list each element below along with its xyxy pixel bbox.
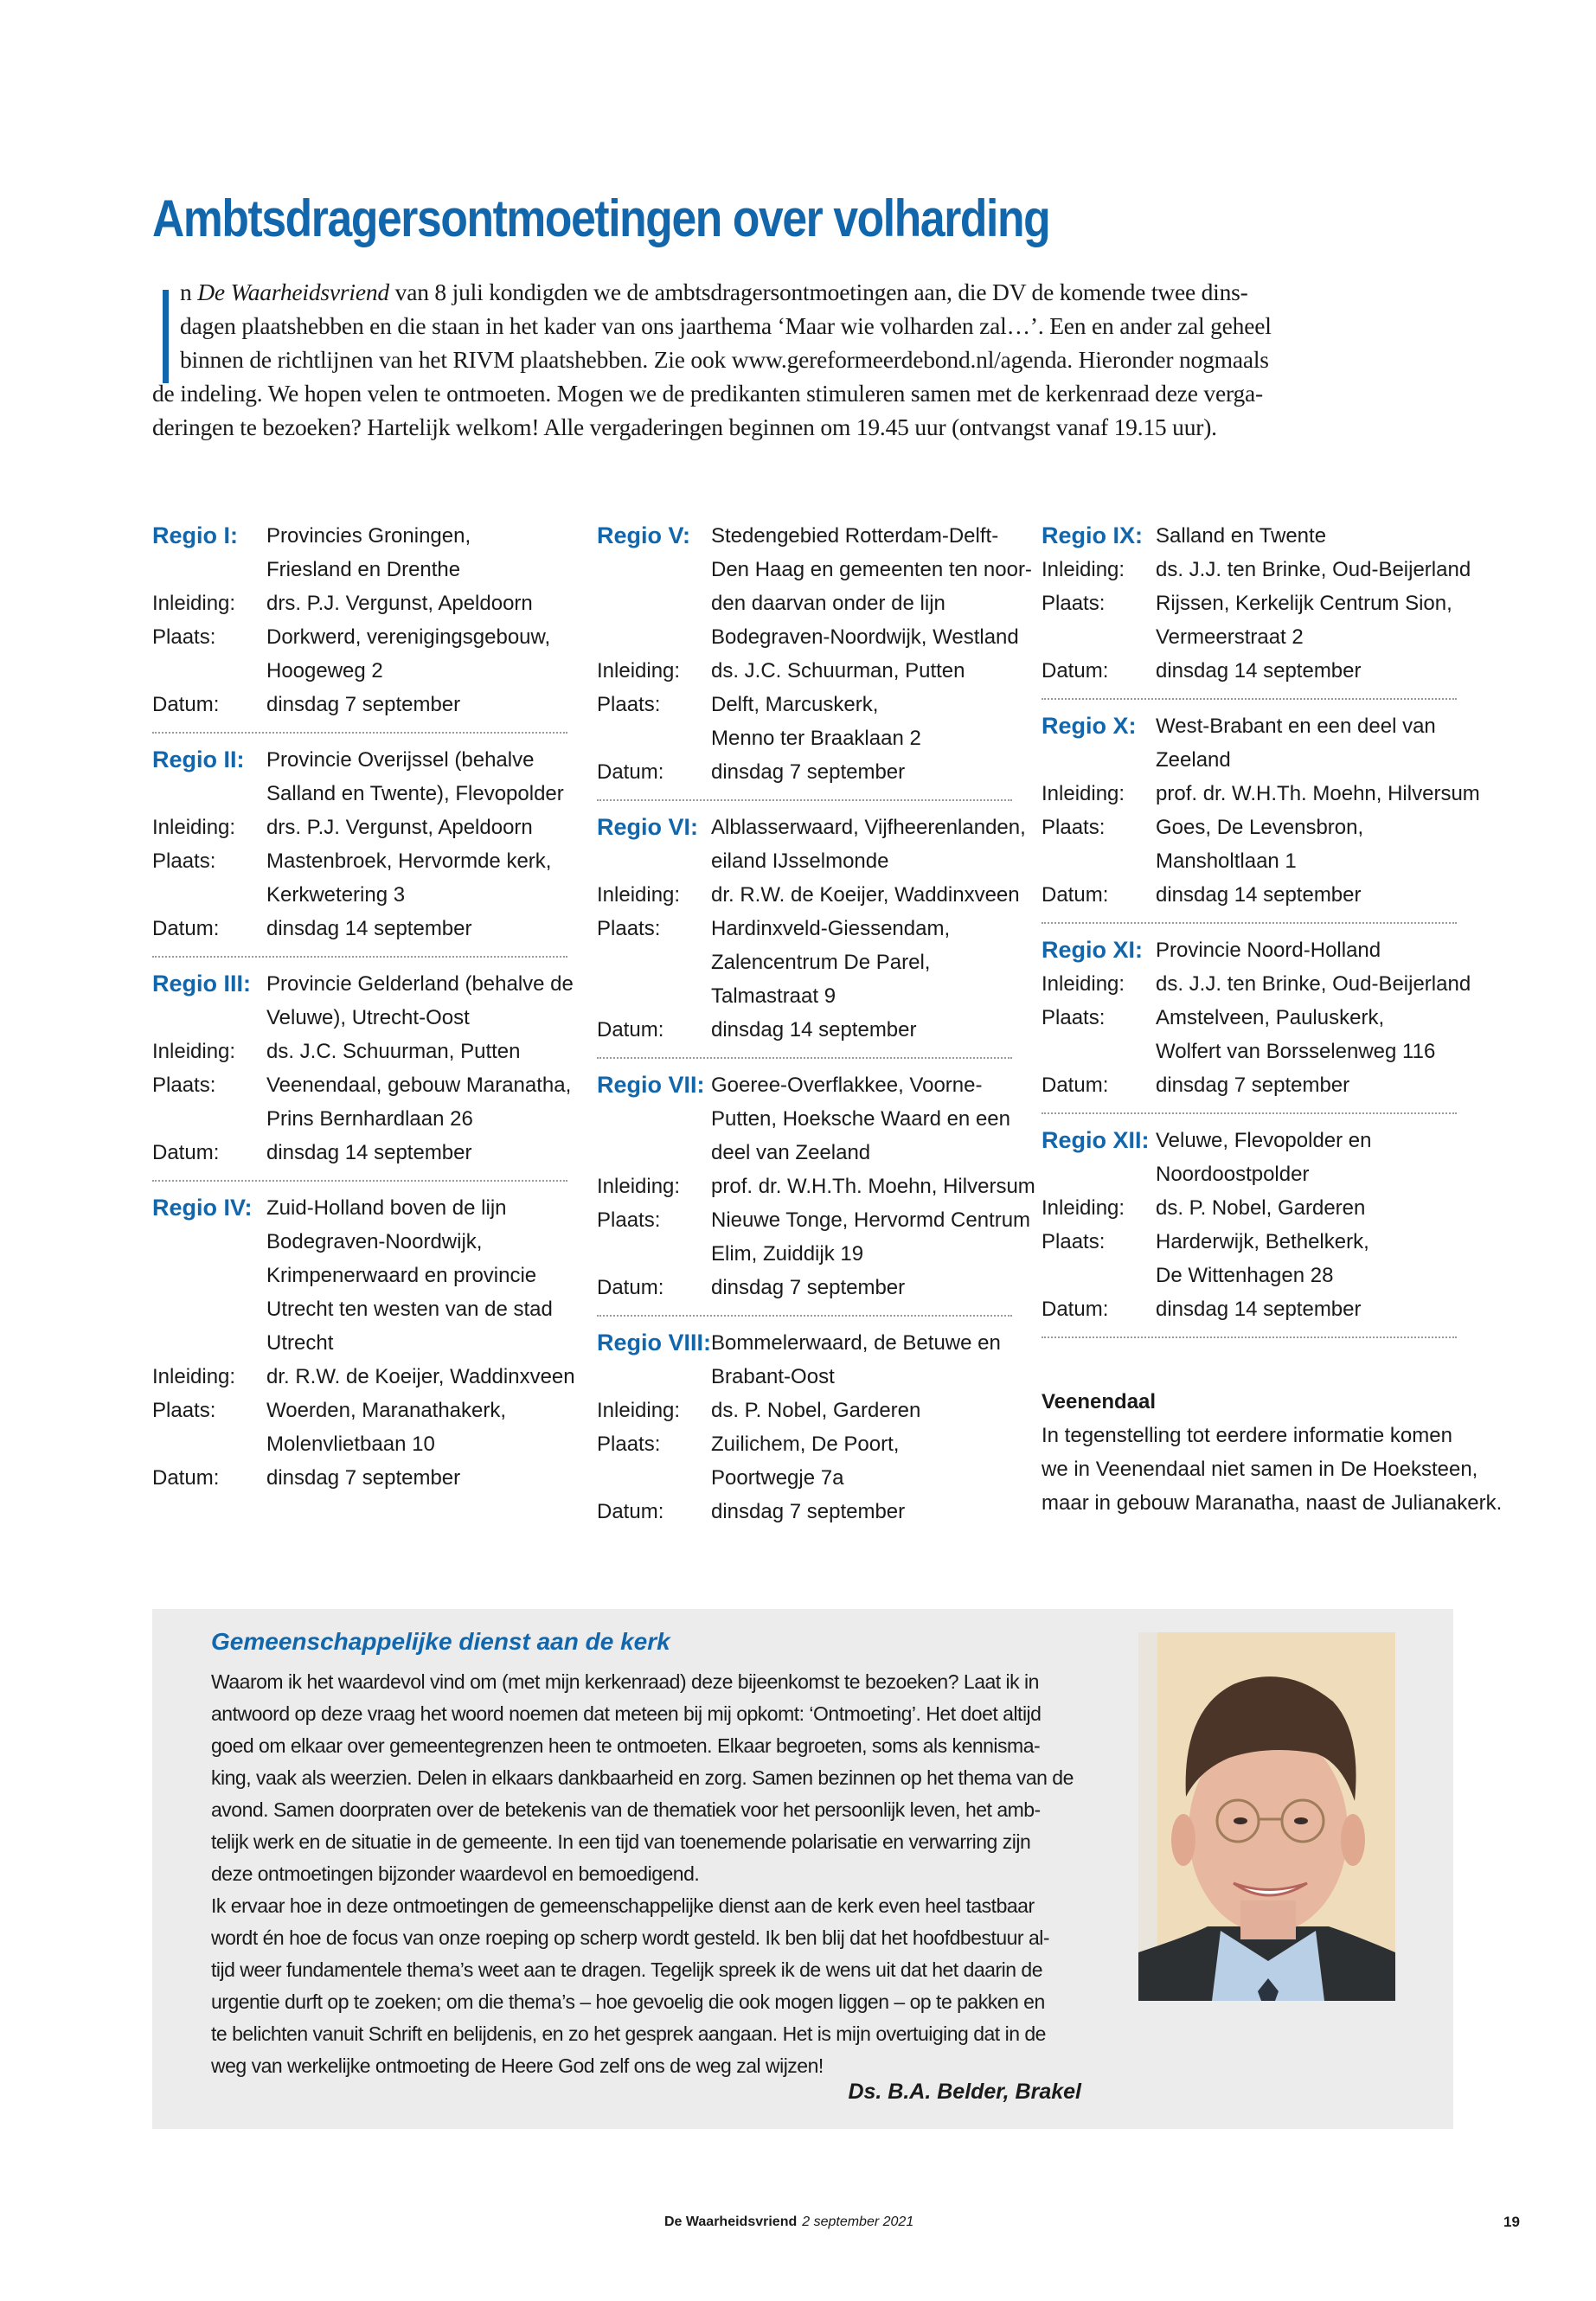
regio-area: [152, 519, 567, 586]
inleiding-label: Inleiding:: [597, 883, 681, 907]
plaats-label: Plaats:: [597, 693, 661, 716]
inleiding: [1042, 1191, 1457, 1225]
regio-area-label: Regio XI:: [1042, 937, 1144, 963]
footer-publication: [664, 2214, 913, 2230]
datum-value: [711, 755, 1012, 789]
datum-value: [711, 1271, 1012, 1304]
plaats-value: [711, 688, 1012, 755]
inleiding-value: [1156, 1191, 1457, 1225]
right-eye: [1294, 1817, 1308, 1824]
inleiding: [152, 1360, 575, 1394]
plaats-line: Talmastraat 9: [711, 984, 836, 1008]
column-1: [152, 519, 575, 1495]
regio-area-line: Salland en Twente), Flevopolder: [266, 782, 564, 805]
plaats-line: Nieuwe Tonge, Hervormd Centrum: [711, 1208, 1031, 1232]
plaats-label: Plaats:: [1042, 592, 1106, 615]
regio-area-line: Brabant-Oost: [711, 1365, 835, 1388]
quote-line: avond. Samen doorpraten over de betekenis van de thematiek voor het persoonlijk leven, het amb-: [211, 1798, 1041, 1821]
datum-label: Datum:: [1042, 1298, 1109, 1321]
quote-line: te belichten vanuit Schrift en belijdenis, en zo het gesprek aangaan. Het is mijn overtuiging dat in de: [211, 2022, 1046, 2045]
plaats: [597, 1427, 1012, 1495]
inleiding: [1042, 777, 1480, 811]
inleiding: [597, 1170, 1035, 1203]
inleiding-line: dr. R.W. de Koeijer, Waddinxveen: [711, 883, 1020, 907]
regio-area-line: Bodegraven-Noordwijk, Westland: [711, 625, 1019, 649]
plaats-line: Poortwegje 7a: [711, 1466, 844, 1490]
quote-box: [152, 1609, 1453, 2129]
regio-area-line: Den Haag en gemeenten ten noor-: [711, 558, 1032, 581]
plaats-value: [266, 620, 567, 688]
regio-area-value: [266, 1191, 567, 1360]
datum-label: Datum:: [1042, 659, 1109, 683]
regio-area-line: Friesland en Drenthe: [266, 558, 461, 581]
regio-area: [597, 811, 1026, 878]
dotted-separator: [152, 1180, 567, 1182]
quote-title: Gemeenschappelijke dienst aan de kerk: [211, 1628, 670, 1655]
inleiding-line: ds. P. Nobel, Garderen: [711, 1399, 921, 1422]
regio-area-label: Regio VI:: [597, 814, 699, 840]
inleiding: [152, 1035, 567, 1068]
regio-area-label: Regio IX:: [1042, 522, 1144, 548]
plaats: [1042, 1001, 1457, 1068]
intro-paragraph: [152, 275, 1455, 444]
regio-area-line: Zuid-Holland boven de lijn: [266, 1196, 507, 1220]
plaats-line: Rijssen, Kerkelijk Centrum Sion,: [1156, 592, 1452, 615]
quote-line: goed om elkaar over gemeentegrenzen heen te ontmoeten. Elkaar begroeten, soms als kennisma-: [211, 1734, 1041, 1757]
column-3: [1042, 519, 1503, 1520]
regio-area-value: [1156, 709, 1457, 777]
regio-area-line: Goeree-Overflakkee, Voorne-: [711, 1074, 983, 1097]
datum-label: Datum:: [1042, 883, 1109, 907]
datum-label: Datum:: [597, 1276, 664, 1299]
regio-area-line: Provincie Noord-Holland: [1156, 939, 1381, 962]
plaats: [597, 912, 1012, 1013]
regio-area-label: Regio V:: [597, 522, 691, 548]
neck: [1240, 1900, 1296, 1939]
inleiding-value: [266, 586, 567, 620]
datum: [1042, 1292, 1457, 1326]
plaats-value: [711, 1427, 1012, 1495]
regio-block: [152, 519, 567, 721]
regio-area-value: [1156, 519, 1457, 553]
regio-area-value: [1156, 1124, 1457, 1191]
regio-area: [597, 1068, 1012, 1170]
plaats: [1042, 586, 1457, 654]
regio-area-value: [1156, 933, 1457, 967]
inleiding-label: Inleiding:: [1042, 558, 1125, 581]
inleiding-line: ds. P. Nobel, Garderen: [1156, 1196, 1366, 1220]
regio-area: [1042, 519, 1457, 553]
regio-area-line: Bodegraven-Noordwijk,: [266, 1230, 483, 1253]
plaats-line: Menno ter Braaklaan 2: [711, 727, 921, 750]
datum-line: dinsdag 7 september: [711, 760, 906, 784]
regio-area: [597, 1326, 1012, 1394]
inleiding-label: Inleiding:: [597, 1399, 681, 1422]
regio-area: [152, 743, 567, 811]
regio-area-line: Provincie Gelderland (behalve de: [266, 972, 574, 996]
plaats-label: Plaats:: [1042, 1230, 1106, 1253]
plaats-line: Wolfert van Borsselenweg 116: [1156, 1040, 1436, 1063]
regio-block: [597, 811, 1026, 1047]
datum-label: Datum:: [597, 1500, 664, 1523]
inleiding-value: [711, 1170, 1035, 1203]
datum-line: dinsdag 7 september: [711, 1276, 906, 1299]
plaats-line: Hoogeweg 2: [266, 659, 383, 683]
regio-area-line: Utrecht: [266, 1331, 334, 1355]
datum-label: Datum:: [597, 760, 664, 784]
intro-line: deringen te bezoeken? Hartelijk welkom! Alle vergaderingen beginnen om 19.45 uur (ontvangst vanaf 19.15 uur).: [152, 413, 1217, 440]
regio-area-value: [711, 1068, 1012, 1170]
dotted-separator: [152, 956, 567, 958]
regio-area-value: [266, 967, 574, 1035]
regio-area-line: Alblasserwaard, Vijfheerenlanden,: [711, 816, 1026, 839]
footer-date: 2 september 2021: [802, 2214, 914, 2229]
datum-label: Datum:: [152, 917, 220, 940]
quote-line: telijk werk en de situatie in de gemeente. In een tijd van toenemende polarisatie en verwarring zijn: [211, 1830, 1031, 1853]
datum-line: dinsdag 14 september: [1156, 883, 1362, 907]
inleiding-value: [711, 878, 1020, 912]
regio-block: [597, 519, 1032, 789]
footer-magazine-name: De Waarheidsvriend: [664, 2214, 798, 2229]
plaats-line: De Wittenhagen 28: [1156, 1264, 1334, 1287]
dotted-separator: [1042, 922, 1457, 924]
datum: [1042, 1068, 1457, 1102]
quote-author: Ds. B.A. Belder, Brakel: [848, 2080, 1081, 2104]
quote-line: weg van werkelijke ontmoeting de Heere God zelf ons de weg zal wijzen!: [211, 2054, 824, 2077]
plaats-label: Plaats:: [152, 1074, 216, 1097]
datum-value: [1156, 1068, 1457, 1102]
inleiding-line: drs. P.J. Vergunst, Apeldoorn: [266, 816, 533, 839]
plaats: [1042, 1225, 1457, 1292]
plaats-label: Plaats:: [152, 1399, 216, 1422]
plaats: [152, 1068, 572, 1136]
datum: [1042, 878, 1457, 912]
quote-line: deze ontmoetingen bijzonder waardevol en bemoedigend.: [211, 1862, 700, 1885]
regio-area-line: Krimpenerwaard en provincie: [266, 1264, 537, 1287]
datum-line: dinsdag 14 september: [1156, 659, 1362, 683]
regio-area-line: eiland IJsselmonde: [711, 849, 889, 873]
plaats-label: Plaats:: [152, 849, 216, 873]
datum-line: dinsdag 7 september: [1156, 1074, 1350, 1097]
regio-area-label: Regio IV:: [152, 1195, 253, 1221]
inleiding-line: ds. J.C. Schuurman, Putten: [711, 659, 965, 683]
datum: [152, 1461, 567, 1495]
plaats-line: Zuilichem, De Poort,: [711, 1433, 900, 1456]
regio-area-value: [711, 519, 1032, 654]
datum-line: dinsdag 7 september: [711, 1500, 906, 1523]
plaats-value: [711, 1203, 1030, 1271]
inleiding-line: ds. J.J. ten Brinke, Oud-Beijerland: [1156, 972, 1471, 996]
datum-value: [711, 1013, 1012, 1047]
plaats-label: Plaats:: [597, 1433, 661, 1456]
datum-value: [1156, 878, 1457, 912]
plaats: [597, 1203, 1031, 1271]
column-3-regios: [1042, 519, 1480, 1338]
datum-label: Datum:: [597, 1018, 664, 1042]
plaats-line: Zalencentrum De Parel,: [711, 951, 931, 974]
regio-block: [152, 967, 574, 1170]
inleiding-label: Inleiding:: [1042, 972, 1125, 996]
dotted-separator: [597, 1057, 1012, 1059]
plaats-value: [1156, 1001, 1457, 1068]
regio-area-line: West-Brabant en een deel van: [1156, 715, 1436, 738]
regio-area: [1042, 933, 1457, 967]
inleiding-label: Inleiding:: [1042, 1196, 1125, 1220]
inleiding-label: Inleiding:: [152, 816, 236, 839]
regio-area-value: [711, 811, 1026, 878]
regio-area: [1042, 1124, 1457, 1191]
note-body: [1042, 1419, 1503, 1520]
inleiding-line: dr. R.W. de Koeijer, Waddinxveen: [266, 1365, 575, 1388]
note-line: maar in gebouw Maranatha, naast de Julianakerk.: [1042, 1491, 1503, 1515]
portrait-illustration: [1138, 1632, 1395, 2001]
inleiding: [597, 654, 1012, 688]
regio-area: [1042, 709, 1457, 777]
inleiding-line: ds. J.J. ten Brinke, Oud-Beijerland: [1156, 558, 1471, 581]
inleiding-label: Inleiding:: [152, 1040, 236, 1063]
inleiding-line: drs. P.J. Vergunst, Apeldoorn: [266, 592, 533, 615]
plaats: [597, 688, 1012, 755]
regio-area-line: Veluwe, Flevopolder en: [1156, 1129, 1372, 1152]
inleiding-line: prof. dr. W.H.Th. Moehn, Hilversum: [711, 1175, 1035, 1198]
plaats-value: [1156, 586, 1457, 654]
datum-line: dinsdag 14 september: [266, 1141, 472, 1164]
inleiding-value: [1156, 553, 1471, 586]
regio-area: [152, 1191, 567, 1360]
regio-area-line: Bommelerwaard, de Betuwe en: [711, 1331, 1001, 1355]
regio-area-value: [711, 1326, 1012, 1394]
regio-area-line: deel van Zeeland: [711, 1141, 871, 1164]
datum-value: [711, 1495, 1012, 1529]
inleiding-line: ds. J.C. Schuurman, Putten: [266, 1040, 521, 1063]
regio-block: [152, 743, 567, 945]
plaats-line: Woerden, Maranathakerk,: [266, 1399, 507, 1422]
datum-line: dinsdag 14 september: [1156, 1298, 1362, 1321]
column-2: [597, 519, 1035, 1529]
left-ear: [1171, 1814, 1195, 1866]
plaats: [152, 1394, 567, 1461]
plaats: [1042, 811, 1457, 878]
regio-area-label: Regio XII:: [1042, 1127, 1150, 1153]
inleiding: [152, 811, 567, 844]
inleiding-label: Inleiding:: [597, 659, 681, 683]
photo-background-edge: [1138, 1632, 1157, 2001]
plaats-label: Plaats:: [597, 917, 661, 940]
datum-label: Datum:: [152, 1141, 220, 1164]
intro-line: dagen plaatshebben en die staan in het kader van ons jaarthema ‘Maar wie volharden zal…’. Een en ander zal geheel: [180, 312, 1272, 339]
datum-value: [266, 1461, 567, 1495]
note-line: we in Veenendaal niet samen in De Hoeksteen,: [1042, 1458, 1478, 1481]
inleiding-label: Inleiding:: [152, 1365, 236, 1388]
dotted-separator: [1042, 1112, 1457, 1114]
plaats-line: Veenendaal, gebouw Maranatha,: [266, 1074, 572, 1097]
regio-area-value: [266, 743, 567, 811]
inleiding: [597, 1394, 1012, 1427]
regio-area-line: Veluwe), Utrecht-Oost: [266, 1006, 470, 1029]
regio-block: [597, 1326, 1012, 1529]
regio-area: [152, 967, 574, 1035]
datum: [152, 912, 567, 945]
plaats-line: Delft, Marcuskerk,: [711, 693, 879, 716]
regio-block: [1042, 519, 1471, 688]
plaats-value: [266, 1394, 567, 1461]
datum-value: [266, 1136, 567, 1170]
inleiding-value: [266, 1360, 575, 1394]
plaats-line: Goes, De Levensbron,: [1156, 816, 1364, 839]
plaats-label: Plaats:: [597, 1208, 661, 1232]
inleiding: [597, 878, 1020, 912]
inleiding-value: [1156, 967, 1471, 1001]
inleiding-label: Inleiding:: [597, 1175, 681, 1198]
regio-area-line: Noordoostpolder: [1156, 1163, 1310, 1186]
page-title: Ambtsdragersontmoetingen over volharding: [152, 189, 1050, 247]
inleiding-label: Inleiding:: [1042, 782, 1125, 805]
regio-block: [152, 1191, 575, 1495]
regio-area-line: Stedengebied Rotterdam-Delft-: [711, 524, 999, 548]
datum: [597, 1271, 1012, 1304]
plaats-line: Kerkwetering 3: [266, 883, 406, 907]
note-line: In tegenstelling tot eerdere informatie komen: [1042, 1424, 1452, 1447]
regio-area-value: [266, 519, 567, 586]
regio-area-line: Zeeland: [1156, 748, 1231, 772]
datum-line: dinsdag 14 september: [711, 1018, 917, 1042]
regio-area-line: den daarvan onder de lijn: [711, 592, 945, 615]
plaats-value: [266, 1068, 571, 1136]
plaats-line: Hardinxveld-Giessendam,: [711, 917, 951, 940]
regio-columns: [152, 519, 1503, 1583]
plaats-line: Prins Bernhardlaan 26: [266, 1107, 473, 1131]
intro-line: de indeling. We hopen velen te ontmoeten. Mogen we de predikanten stimuleren samen met de kerkenraad deze verga-: [152, 380, 1263, 407]
dotted-separator: [597, 799, 1012, 801]
dotted-separator: [152, 732, 567, 734]
datum: [1042, 654, 1457, 688]
plaats-label: Plaats:: [152, 625, 216, 649]
inleiding: [1042, 967, 1471, 1001]
plaats-line: Dorkwerd, verenigingsgebouw,: [266, 625, 551, 649]
datum-label: Datum:: [152, 1466, 220, 1490]
inleiding-value: [266, 811, 567, 844]
plaats-line: Amstelveen, Pauluskerk,: [1156, 1006, 1385, 1029]
veenendaal-note: [1042, 1385, 1503, 1520]
quote-line: king, vaak als weerzien. Delen in elkaars dankbaarheid en zorg. Samen bezinnen op het thema van de: [211, 1766, 1074, 1789]
regio-block: [1042, 933, 1471, 1102]
dotted-separator: [1042, 698, 1457, 700]
regio-block: [1042, 1124, 1457, 1326]
datum-line: dinsdag 14 september: [266, 917, 472, 940]
datum-value: [266, 912, 567, 945]
plaats-label: Plaats:: [1042, 816, 1106, 839]
intro-line: binnen de richtlijnen van het RIVM plaatshebben. Zie ook www.gereformeerdebond.nl/agenda. Hieronder nogmaals: [180, 346, 1269, 373]
dotted-separator: [597, 1315, 1012, 1317]
page-number: 19: [1503, 2214, 1520, 2230]
regio-area: [597, 519, 1032, 654]
plaats-line: Harderwijk, Bethelkerk,: [1156, 1230, 1369, 1253]
plaats: [152, 620, 567, 688]
datum: [597, 1495, 1012, 1529]
datum-label: Datum:: [152, 693, 220, 716]
plaats-label: Plaats:: [1042, 1006, 1106, 1029]
datum: [152, 688, 567, 721]
regio-area-line: Provincie Overijssel (behalve: [266, 748, 535, 772]
regio-area-line: Utrecht ten westen van de stad: [266, 1298, 553, 1321]
plaats-value: [711, 912, 1012, 1013]
inleiding: [152, 586, 567, 620]
plaats-value: [1156, 811, 1457, 878]
plaats-line: Mastenbroek, Hervormde kerk,: [266, 849, 552, 873]
right-ear: [1341, 1814, 1365, 1866]
plaats-value: [1156, 1225, 1457, 1292]
quote-line: Ik ervaar hoe in deze ontmoetingen de gemeenschappelijke dienst aan de kerk even heel tastbaar: [211, 1894, 1035, 1917]
inleiding-value: [711, 654, 1012, 688]
inleiding-label: Inleiding:: [152, 592, 236, 615]
regio-block: [1042, 709, 1480, 912]
inleiding-value: [1156, 777, 1480, 811]
datum-value: [266, 688, 567, 721]
plaats-value: [266, 844, 567, 912]
datum: [152, 1136, 567, 1170]
quote-body: [211, 1666, 1076, 2082]
datum-value: [1156, 1292, 1457, 1326]
plaats-line: Elim, Zuiddijk 19: [711, 1242, 864, 1266]
quote-line: Waarom ik het waardevol vind om (met mijn kerkenraad) deze bijeenkomst te bezoeken? Laat ik in: [211, 1670, 1039, 1693]
left-eye: [1234, 1817, 1247, 1824]
datum: [597, 755, 1012, 789]
quote-line: antwoord op deze vraag het woord noemen dat meteen bij mij opkomt: ‘Ontmoeting’. Het doet altijd: [211, 1702, 1042, 1725]
regio-area-label: Regio III:: [152, 971, 251, 997]
regio-area-label: Regio VIII:: [597, 1330, 712, 1356]
inleiding-line: prof. dr. W.H.Th. Moehn, Hilversum: [1156, 782, 1480, 805]
plaats-line: Mansholtlaan 1: [1156, 849, 1297, 873]
regio-area-label: Regio II:: [152, 747, 245, 772]
inleiding-value: [266, 1035, 567, 1068]
regio-block: [597, 1068, 1035, 1304]
plaats: [152, 844, 567, 912]
quote-line: urgentie durft op te zoeken; om die thema’s – hoe gevoelig die ook mogen liggen – op te pakken en: [211, 1990, 1045, 2013]
intro-line: n De Waarheidsvriend van 8 juli kondigden we de ambtsdragersontmoetingen aan, die DV de komende twee dins-: [180, 279, 1248, 305]
quote-line: wordt én hoe de focus van onze roeping op scherp wordt gesteld. Ik ben blij dat het hoofdbestuur al-: [211, 1926, 1050, 1949]
quote-line: tijd weer fundamentele thema’s weet aan te dragen. Tegelijk spreek ik de wens uit dat het daarin de: [211, 1958, 1042, 1981]
datum-value: [1156, 654, 1457, 688]
datum-line: dinsdag 7 september: [266, 1466, 461, 1490]
datum-line: dinsdag 7 september: [266, 693, 461, 716]
datum: [597, 1013, 1012, 1047]
plaats-line: Vermeerstraat 2: [1156, 625, 1304, 649]
note-title: Veenendaal: [1042, 1390, 1157, 1413]
regio-area-line: Salland en Twente: [1156, 524, 1327, 548]
plaats-line: Molenvlietbaan 10: [266, 1433, 435, 1456]
datum-label: Datum:: [1042, 1074, 1109, 1097]
magazine-name-italic: De Waarheidsvriend: [197, 279, 389, 305]
regio-area-label: Regio I:: [152, 522, 238, 548]
inleiding: [1042, 553, 1471, 586]
regio-area-line: Provincies Groningen,: [266, 524, 471, 548]
regio-area-line: Putten, Hoeksche Waard en een: [711, 1107, 1010, 1131]
regio-area-label: Regio X:: [1042, 713, 1137, 739]
portrait-photo: [1138, 1632, 1395, 2001]
regio-area-label: Regio VII:: [597, 1072, 705, 1098]
inleiding-value: [711, 1394, 1012, 1427]
dotted-separator: [1042, 1336, 1457, 1338]
